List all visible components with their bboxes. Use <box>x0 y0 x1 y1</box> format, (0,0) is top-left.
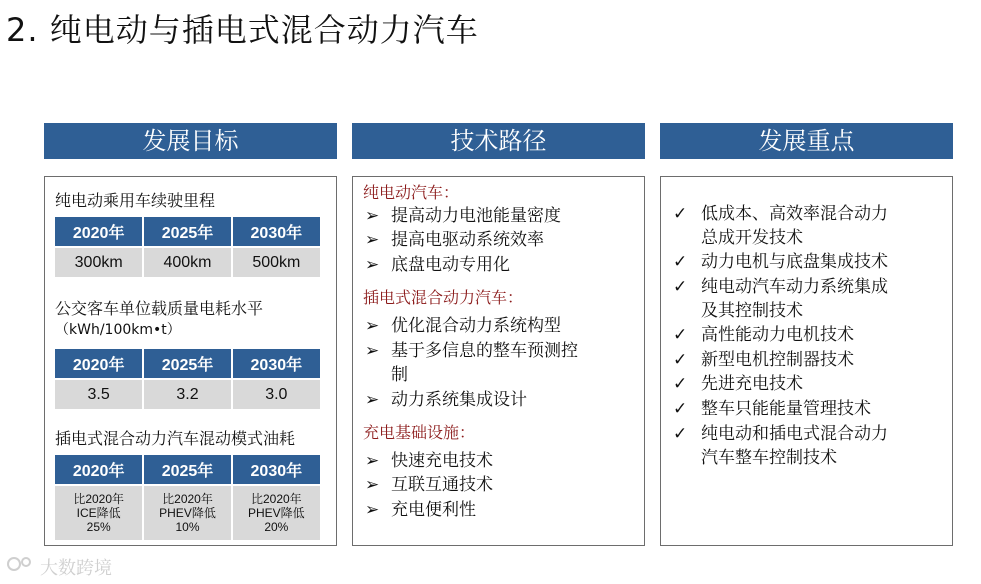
bus-header-2020: 2020年 <box>55 349 143 379</box>
list-item: ➢ 快速充电技术 <box>365 451 493 471</box>
bus-label: 公交客车单位载质量电耗水平 <box>55 299 264 318</box>
paths-header: 技术路径 <box>352 123 645 159</box>
range-label: 纯电动乘用车续驶里程 <box>55 191 216 210</box>
arrow-bullet-icon: ➢ <box>365 475 380 495</box>
phev-value-2020: 比2020年 ICE降低 25% <box>55 485 143 540</box>
list-item: ✓ 整车只能能量管理技术 <box>673 399 871 419</box>
bus-table <box>55 349 320 409</box>
bus-header-2025: 2025年 <box>143 349 231 379</box>
list-item: ➢ 优化混合动力系统构型 <box>365 316 561 336</box>
list-item: ✓ 新型电机控制器技术 <box>673 350 854 370</box>
goals-panel <box>44 176 337 546</box>
check-icon: ✓ <box>673 325 688 345</box>
list-item-continuation: 制 <box>391 365 408 385</box>
phev-value-2025: 比2020年 PHEV降低 10% <box>143 485 231 540</box>
watermark-text: 大数跨境 <box>40 558 112 579</box>
focus-header: 发展重点 <box>660 123 953 159</box>
list-item-continuation: 汽车整车控制技术 <box>701 448 837 468</box>
list-item: ➢ 动力系统集成设计 <box>365 390 527 410</box>
arrow-bullet-icon: ➢ <box>365 500 380 520</box>
list-item: ➢ 底盘电动专用化 <box>365 255 510 275</box>
list-item: ✓ 动力电机与底盘集成技术 <box>673 252 888 272</box>
list-item: ➢ 互联互通技术 <box>365 475 493 495</box>
phev-table <box>55 455 320 540</box>
range-value-2025: 400km <box>143 247 231 277</box>
paths-panel <box>352 176 645 546</box>
list-item: ✓ 纯电动和插电式混合动力 <box>673 424 888 444</box>
category-bev: 纯电动汽车： <box>363 183 460 202</box>
list-item: ➢ 提高动力电池能量密度 <box>365 206 561 226</box>
list-item: ➢ 基于多信息的整车预测控 <box>365 341 578 361</box>
check-icon: ✓ <box>673 424 688 444</box>
list-item: ➢ 充电便利性 <box>365 500 476 520</box>
check-icon: ✓ <box>673 350 688 370</box>
check-icon: ✓ <box>673 374 688 394</box>
phev-label: 插电式混合动力汽车混动模式油耗 <box>55 429 296 448</box>
watermark-logo-icon <box>6 554 40 579</box>
range-header-2020: 2020年 <box>55 217 143 247</box>
bus-value-2030: 3.0 <box>232 379 320 409</box>
arrow-bullet-icon: ➢ <box>365 390 380 410</box>
list-item: ✓ 纯电动汽车动力系统集成 <box>673 277 888 297</box>
arrow-bullet-icon: ➢ <box>365 255 380 275</box>
range-header-2030: 2030年 <box>232 217 320 247</box>
list-item-continuation: 及其控制技术 <box>701 301 803 321</box>
page-title: 2. 纯电动与插电式混合动力汽车 <box>6 11 479 49</box>
arrow-bullet-icon: ➢ <box>365 451 380 471</box>
bus-header-2030: 2030年 <box>232 349 320 379</box>
category-phev: 插电式混合动力汽车： <box>363 288 524 307</box>
check-icon: ✓ <box>673 252 688 272</box>
focus-panel <box>660 176 953 546</box>
arrow-bullet-icon: ➢ <box>365 316 380 336</box>
list-item-continuation: 总成开发技术 <box>701 228 803 248</box>
bus-value-2020: 3.5 <box>55 379 143 409</box>
list-item: ➢ 提高电驱动系统效率 <box>365 230 544 250</box>
watermark <box>6 554 112 580</box>
phev-header-2030: 2030年 <box>232 455 320 485</box>
phev-header-2025: 2025年 <box>143 455 231 485</box>
range-value-2020: 300km <box>55 247 143 277</box>
check-icon: ✓ <box>673 204 688 224</box>
list-item: ✓ 先进充电技术 <box>673 374 803 394</box>
phev-header-2020: 2020年 <box>55 455 143 485</box>
range-value-2030: 500km <box>232 247 320 277</box>
arrow-bullet-icon: ➢ <box>365 230 380 250</box>
arrow-bullet-icon: ➢ <box>365 341 380 361</box>
check-icon: ✓ <box>673 277 688 297</box>
bus-unit-label: （kWh/100km•t） <box>55 322 181 338</box>
list-item: ✓ 低成本、高效率混合动力 <box>673 204 888 224</box>
range-table <box>55 217 320 277</box>
arrow-bullet-icon: ➢ <box>365 206 380 226</box>
goals-header: 发展目标 <box>44 123 337 159</box>
phev-value-2030: 比2020年 PHEV降低 20% <box>232 485 320 540</box>
range-header-2025: 2025年 <box>143 217 231 247</box>
category-charging: 充电基础设施： <box>363 423 476 442</box>
bus-value-2025: 3.2 <box>143 379 231 409</box>
list-item: ✓ 高性能动力电机技术 <box>673 325 854 345</box>
check-icon: ✓ <box>673 399 688 419</box>
